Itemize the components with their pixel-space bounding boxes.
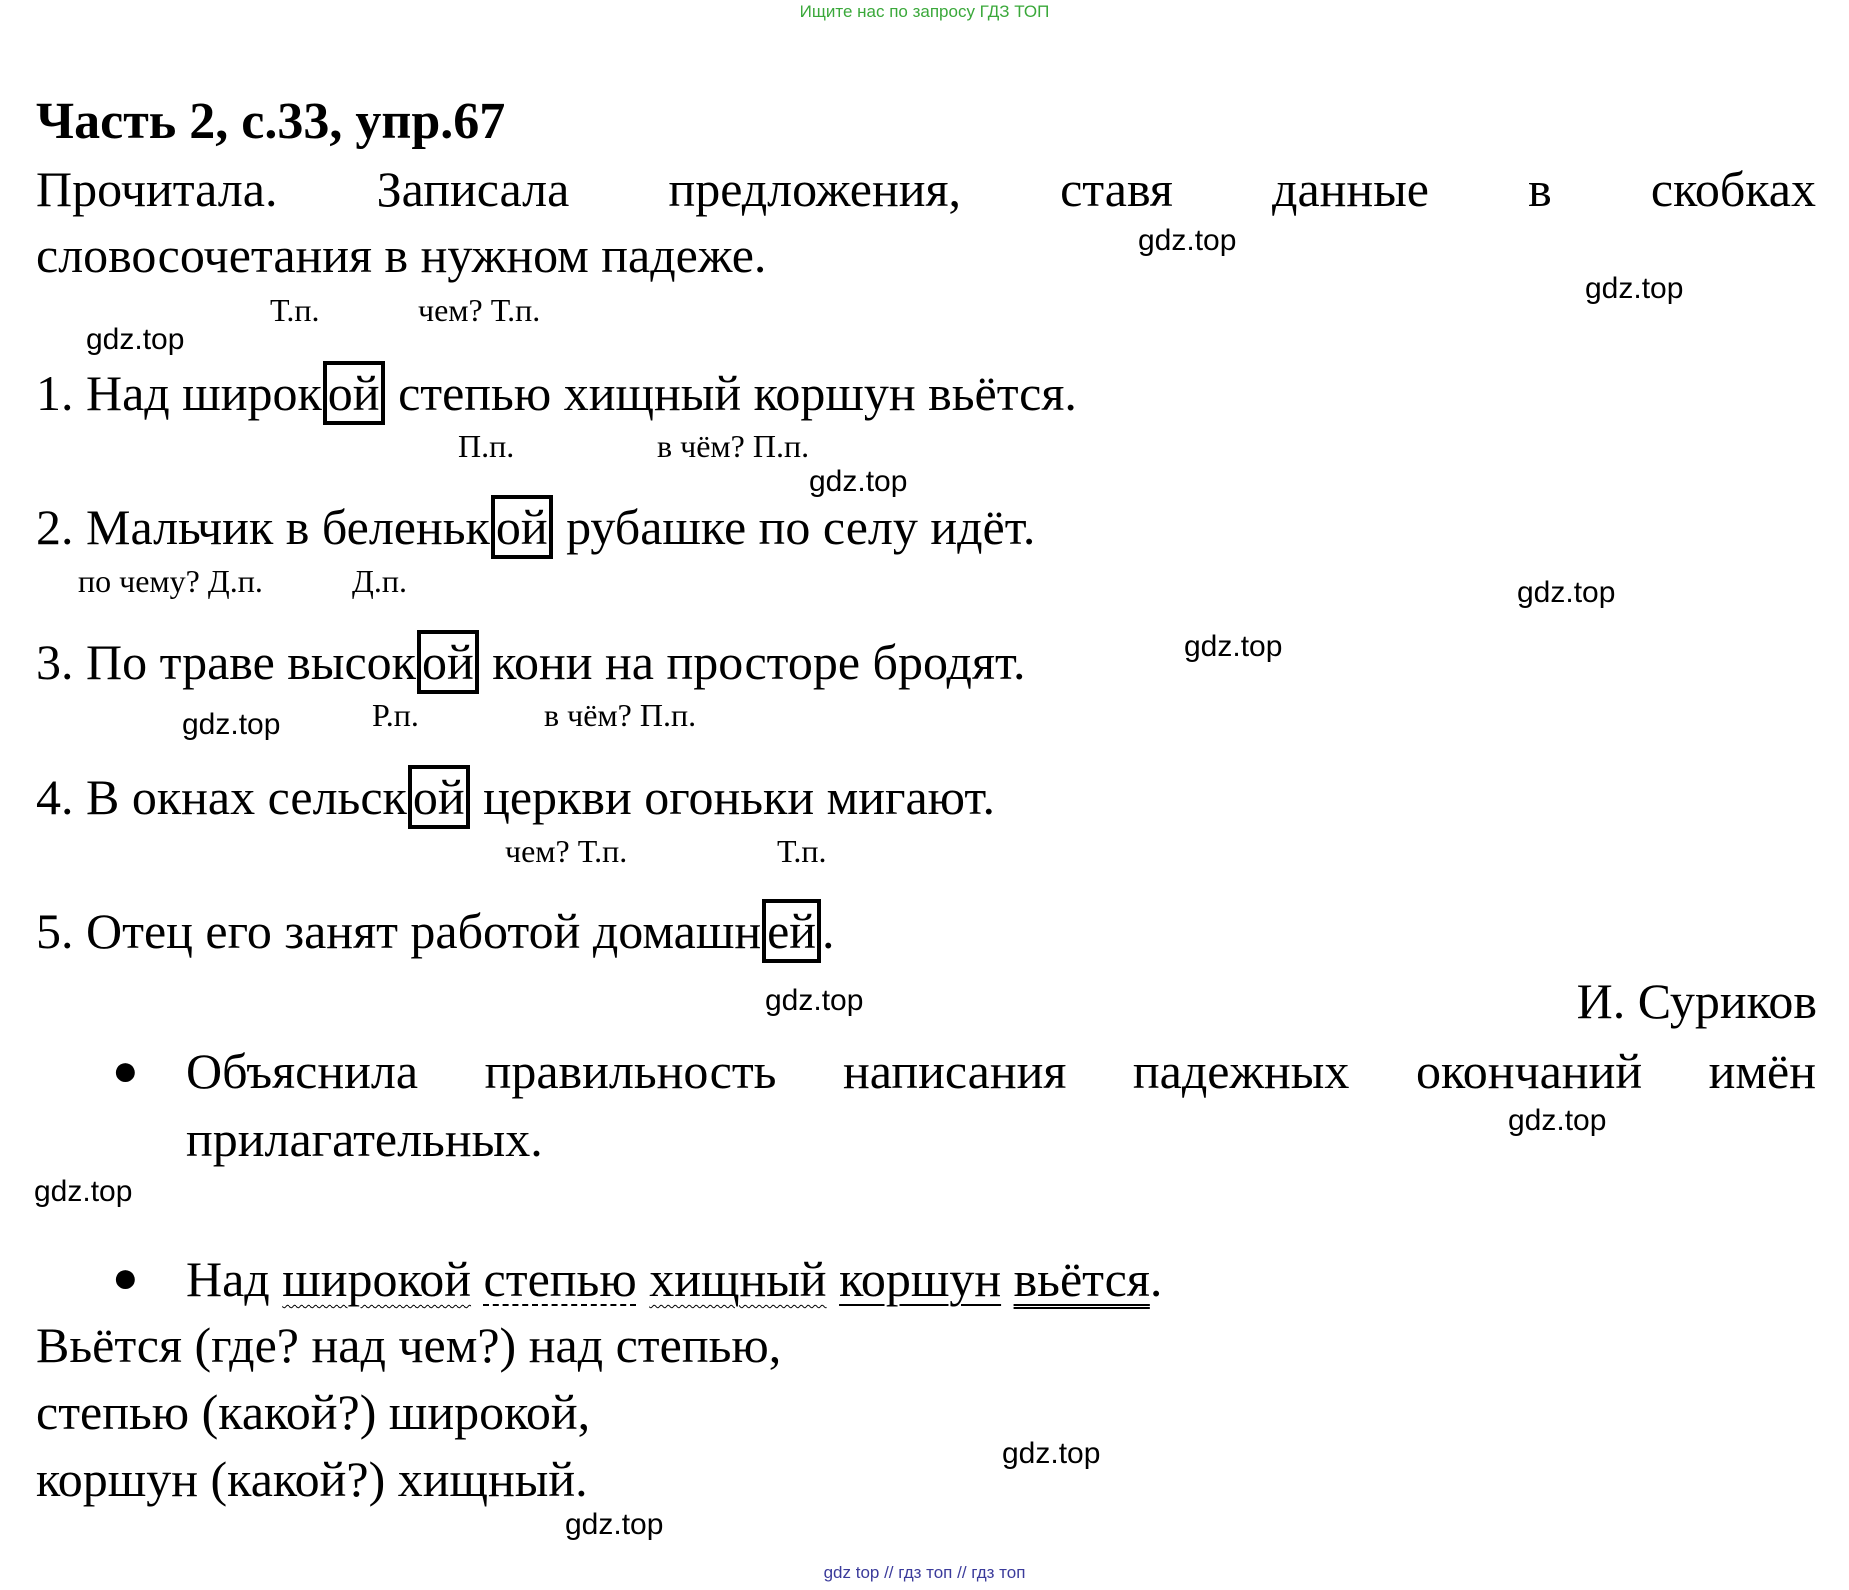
answer-line: Вьётся (где? над чем?) над степью, — [36, 1317, 782, 1373]
subject-word: коршун — [839, 1251, 1002, 1307]
ending-box: ой — [323, 361, 385, 425]
intro-word: в — [1528, 161, 1552, 217]
intro-word: скобках — [1650, 161, 1816, 217]
sentence-2: 2. Мальчик в беленьк ой рубашке по селу идёт. — [36, 498, 1035, 556]
ending-box: ой — [417, 630, 479, 694]
attribute-word: широкой — [282, 1251, 472, 1307]
watermark: gdz.top — [765, 984, 864, 1017]
bullet-text-cont: прилагательных. — [186, 1111, 543, 1167]
sentence-1: 1. Над широк ой степью хищный коршун вьётся. — [36, 364, 1077, 422]
page-title: Часть 2, с.33, упр.67 — [36, 93, 506, 150]
intro-line-1 — [36, 160, 1816, 218]
intro-line-2: словосочетания в нужном падеже. — [36, 227, 767, 283]
bullet-icon: ● — [112, 1253, 139, 1302]
bullet-icon: ● — [112, 1046, 139, 1095]
case-annotation: в чём? П.п. — [657, 428, 810, 464]
watermark: gdz.top — [1184, 630, 1283, 663]
ending-box: ой — [491, 495, 553, 559]
watermark: gdz.top — [1585, 272, 1684, 305]
intro-word: Записала — [376, 161, 570, 217]
author: И. Суриков — [1576, 973, 1817, 1029]
watermark: gdz.top — [1002, 1437, 1101, 1470]
watermark: gdz.top — [34, 1175, 133, 1208]
ending-box: ей — [762, 899, 821, 963]
watermark: gdz.top — [565, 1508, 664, 1541]
case-annotation: П.п. — [458, 428, 515, 464]
adverbial-word: степью — [483, 1251, 637, 1307]
watermark: gdz.top — [86, 323, 185, 356]
intro-word: данные — [1272, 161, 1429, 217]
case-annotation: Т.п. — [270, 292, 320, 328]
predicate-word: вьётся — [1013, 1251, 1150, 1307]
case-annotation: чем? Т.п. — [418, 292, 541, 328]
footer: gdz top // гдз топ // гдз топ — [823, 1563, 1026, 1582]
attribute-word: хищный — [649, 1251, 827, 1307]
watermark: gdz.top — [1508, 1104, 1607, 1137]
watermark: gdz.top — [1517, 576, 1616, 609]
case-annotation: Р.п. — [372, 697, 419, 733]
answer-line: коршун (какой?) хищный. — [36, 1451, 588, 1507]
watermark: gdz.top — [182, 708, 281, 741]
intro-word: предложения, — [668, 161, 961, 217]
case-annotation: Д.п. — [352, 563, 407, 599]
top-banner: Ищите нас по запросу ГДЗ ТОП — [799, 2, 1050, 21]
sentence-5: 5. Отец его занят работой домашн ей . — [36, 902, 835, 960]
watermark: gdz.top — [1138, 224, 1237, 257]
ending-box: ой — [408, 765, 470, 829]
bullet-text: Объяснила правильность написания падежных окончаний имён — [186, 1043, 1816, 1099]
sentence-4: 4. В окнах сельск ой церкви огоньки мигают. — [36, 768, 995, 826]
case-annotation: по чему? Д.п. — [78, 563, 263, 599]
case-annotation: чем? Т.п. — [505, 833, 628, 869]
case-annotation: Т.п. — [777, 833, 827, 869]
sentence-3: 3. По траве высок ой кони на просторе бродят. — [36, 633, 1026, 691]
parsed-sentence: Над широкой степью хищный коршун вьётся. — [186, 1251, 1163, 1307]
answer-line: степью (какой?) широкой, — [36, 1384, 591, 1440]
watermark: gdz.top — [809, 465, 908, 498]
case-annotation: в чём? П.п. — [544, 697, 697, 733]
intro-word: Прочитала. — [36, 161, 278, 217]
intro-word: ставя — [1060, 161, 1173, 217]
